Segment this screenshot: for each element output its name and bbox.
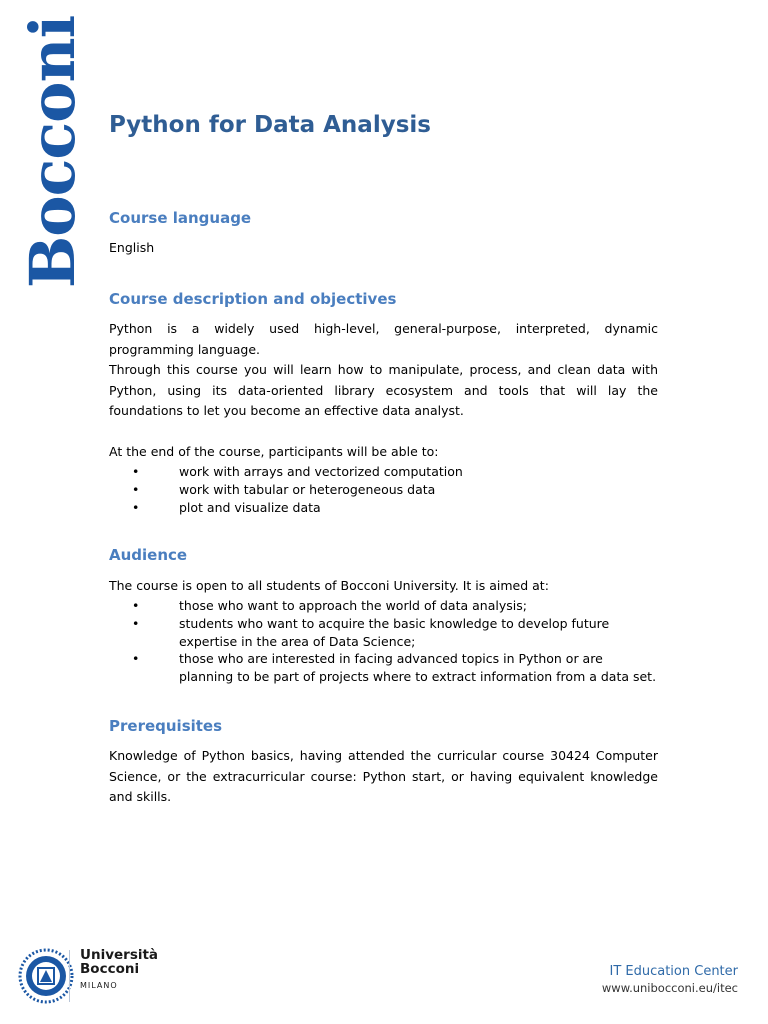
university-name-line-1: Università bbox=[80, 947, 159, 963]
list-item: • work with arrays and vectorized computation bbox=[109, 463, 658, 481]
list-item: • work with tabular or heterogeneous data bbox=[109, 481, 658, 499]
audience-intro: The course is open to all students of Bocconi University. It is aimed at: bbox=[109, 578, 549, 593]
description-paragraph-3: At the end of the course, participants will be able to: bbox=[109, 444, 439, 459]
footer-contact bbox=[602, 963, 738, 996]
audience-heading: Audience bbox=[109, 546, 188, 564]
footer-divider bbox=[69, 950, 70, 1002]
bocconi-vertical-logo-text: Bocconi bbox=[16, 15, 89, 289]
university-name bbox=[80, 948, 158, 976]
description-paragraph-2: Through this course you will learn how to manipulate, process, and clean data with Python, using its data-oriented library ecosystem and tools that will lay the foundations to let you become an effective data analyst. bbox=[109, 362, 658, 418]
description-heading: Course description and objectives bbox=[109, 290, 397, 308]
list-item: • those who are interested in facing advanced topics in Python or are planning to be part of projects where to extract information from a data set. bbox=[109, 650, 658, 686]
course-language-value: English bbox=[109, 240, 155, 255]
list-item: • those who want to approach the world of data analysis; bbox=[109, 597, 658, 615]
list-item: • students who want to acquire the basic knowledge to develop future expertise in the area of Data Science; bbox=[109, 615, 658, 651]
it-education-center-label: IT Education Center bbox=[609, 964, 738, 979]
course-language-heading: Course language bbox=[109, 209, 252, 227]
bocconi-vertical-logo bbox=[16, 15, 89, 289]
description-paragraph-1: Python is a widely used high-level, general-purpose, interpreted, dynamic programming language. bbox=[109, 321, 658, 357]
university-name-line-2: Bocconi bbox=[80, 961, 140, 977]
university-city: MILANO bbox=[80, 981, 118, 990]
prerequisites-heading: Prerequisites bbox=[109, 717, 223, 735]
objectives-list bbox=[109, 463, 658, 516]
university-seal-icon bbox=[18, 948, 74, 1004]
footer-url[interactable]: www.unibocconi.eu/itec bbox=[601, 981, 738, 995]
audience-list bbox=[109, 597, 658, 686]
page-title: Python for Data Analysis bbox=[109, 112, 431, 138]
prerequisites-text: Knowledge of Python basics, having attended the curricular course 30424 Computer Science, or the extracurricular course: Python start, or having equivalent knowledge and skills. bbox=[109, 748, 658, 804]
list-item: • plot and visualize data bbox=[109, 499, 658, 517]
